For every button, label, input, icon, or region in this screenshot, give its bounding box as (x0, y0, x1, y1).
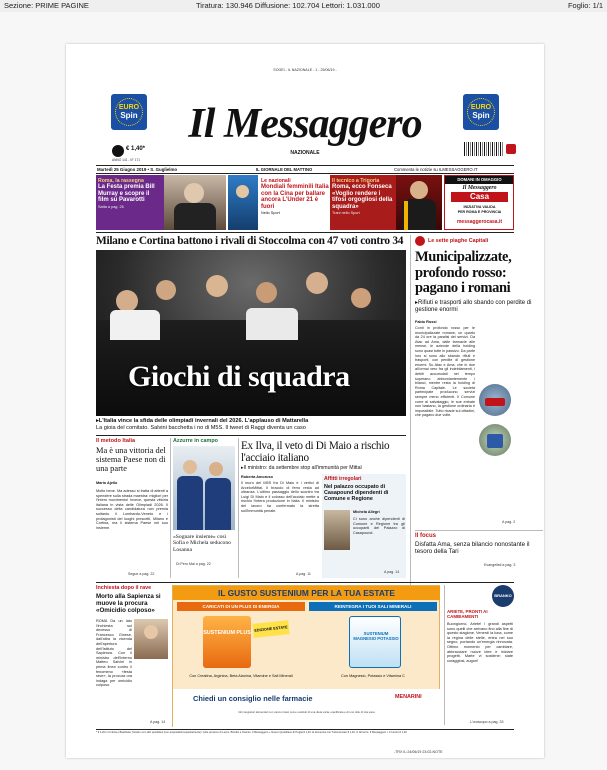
price-note: ANNO 141 - N° 171 (112, 158, 141, 162)
ilva-headline[interactable]: Ex Ilva, il veto di Di Maio a rischio l'acciaio italiano (241, 440, 390, 464)
inchiesta-page-ref[interactable]: A pag. 14 (150, 720, 166, 724)
sheet-label: Foglio: 1/1 (567, 1, 603, 10)
lead-photo-title: Giochi di squadra (128, 360, 350, 393)
focus-kicker: Il focus (415, 533, 437, 539)
masthead-title: Il Messaggero (188, 101, 422, 147)
metodo-headline[interactable]: Ma è una vittoria del sistema Paese non di una parte (96, 446, 166, 474)
euro-spin-badge-right: EURO Spin (463, 94, 499, 130)
inchiesta-photo (134, 619, 168, 659)
lead-caption-1: ▸L'Italia vince la sfida delle olimpiadi invernali del 2026. L'applauso di Mattarella (96, 418, 309, 424)
ilva-page-ref[interactable]: A pag. 11 (296, 572, 311, 576)
capitali-icon (415, 236, 425, 246)
right-photo-waste (479, 424, 511, 456)
teaser-nazionali[interactable]: Le nazionali Mondiali femminili Italia con la Cina per ballare ancora L'Under 21 è fuori Nello Sport (228, 175, 330, 230)
sustenium-magnesio-box: SUSTENIUM MAGNESIO POTASSIO (349, 616, 401, 668)
inchiesta-body: ROMA Da un lato l'inchiesta sul decesso di Francesco Ginese, dall'altra la vicenda dell'apertura dell'Istituto del Sapienza. Con il ministro dell'Interno Matteo Salvini in prima linea contro il fenomeno «festa rave», la procura ora indaga per omicidio colposo. (96, 619, 132, 688)
nazionali-photo (228, 175, 258, 230)
right-deck: ▸Rifiuti e trasporti allo sbando con perdite di gestione enormi (415, 300, 532, 313)
footer-legal: * € 1,20 in Umbria e Basilicata, Tandem con altri quotidiani (non acquistabili separatamente): nelle province di Lecce, Brindisi e Taranto, Il Messaggero + Nuovo Quotidiano di Puglia € 1,20; la domenica con Tuttomercato € 1,40; in Abruzzo, Il Messaggero + Il Centro € 1,20 (96, 731, 407, 734)
teaser-fonseca[interactable]: Il tecnico a Trigoria Roma, ecco Fonseca «Voglio rendere i tifosi orgogliosi della squadra» Trani nello Sport (330, 175, 442, 230)
date-line: Martedì 25 Giugno 2019 • S. Guglielmo (97, 167, 178, 172)
affitti-photo (324, 510, 350, 550)
newspaper-page (66, 44, 544, 758)
affitti-page-ref[interactable]: A pag. 14 (384, 570, 400, 574)
ad-messaggero-casa[interactable]: DOMANI IN OMAGGIO Il Messaggero Casa INIZIATIVA VALIDA PER ROMA E PROVINCIA messaggerocasa.it (444, 175, 514, 230)
ilva-body: Il muro del M5S fra Di Maio e i vertici di ArcelorMittal. Il braccio di ferro resta ad oltranza. L'ultimo passaggio dello scontro tra Luigi Di Maio e il colosso dell'acciaio mette a rischio l'intera produzione in Italia. Il ministro del lavoro ha confermato la stretta sull'immunità penale. (241, 481, 319, 513)
metodo-page-ref[interactable]: Segue a pag. 22 (128, 572, 155, 576)
euro-spin-badge-left: EURO Spin (111, 94, 147, 130)
azzurre-kicker: Azzurre in campo (173, 438, 218, 444)
azzurre-photo (173, 446, 235, 530)
ilva-byline: Roberta Amoruso (241, 475, 273, 479)
focus-byline: Evangelisti a pag. 3 (484, 563, 516, 567)
metodo-body: Molto bene. Ma adesso si tratta di attenti a spendere sulla strada maestra: migliori per l'intero movimento! Invece, questa vittoria italiana in vista delle Olimpiadi 2026. Il successo della candidatura non premia soltanto il Lombardo-Veneto e i protagonisti dei luoghi prescelti, Milano e Cortina, ma il sistema Paese nel suo insieme. (96, 489, 168, 530)
affitti-kicker: Affitti irregolari (324, 476, 362, 482)
branko-icon: BRANKO (492, 585, 514, 607)
commenti-link[interactable]: Commenta le notizie su ILMESSAGGERO.IT (394, 167, 478, 172)
right-photo-bus (479, 384, 511, 416)
paper-logo-icon (112, 145, 124, 157)
circulation-label: Tiratura: 130.946 Diffusione: 102.704 Lettori: 1.031.000 (196, 1, 380, 10)
right-kicker: Le sette piaghe Capitali (428, 238, 489, 244)
qr-badge-icon (506, 144, 516, 154)
fonseca-photo (396, 175, 442, 230)
lead-strap: Milano e Cortina battono i rivali di Stoccolma con 47 voti contro 34 (96, 235, 404, 247)
lead-caption-2: La gioia del comitato. Salvini bacchetta i no di M5S. Il tweet di Raggi diventa un caso (96, 425, 306, 431)
ad-sustenium[interactable]: IL GUSTO SUSTENIUM PER LA TUA ESTATE CARICATI DI UN PLUS DI ENERGIA REINTEGRA I TUOI SALI MINERALI SUSTENIUM PLUS EDIZIONE ESTATE SUSTENIUM MAGNESIO POTASSIO Con Creatina, Arginina, Beta Alanina, Vitamine e Sali Minerali Con Magnesio, Potassio e Vitamina C Chiedi un consiglio nelle farmacie MENARINI Gli integratori alimentari non vanno intesi come sostituti di una dieta varia, equilibrata e di uno stile di vita sano. (172, 585, 440, 727)
right-body: Conti in profondo rosso per le municipalizzate romane, un quarto da 24 ore la paralisi dei servizi. Da Atac ad Ama, dalle farmacie alle mense, le aziende della holding sono quasi tutte in passivo. Da parte loro si sono allo sbando rifiuti e trasporti, con perdite di gestione enormi. Su Atac e Ama, che in due all'ormai vero fra gli indebitamenti, i debiti accumulati nel tempo superano abbondantemente i bilanci, mentre resta la holding di Roma Capitale. Le società partecipate producono servizi sempre meno efficienti. Il Comune corre al salvataggio, le sue entrate non bastano, la gestione ordinaria è impossibile. Tutto ricade sui cittadini, che pagano due volte. (415, 326, 475, 418)
oroscopo-body: Buongiorno, Ariete! I grandi aspetti sono quelli che arrivano fino alla fine di questo stagione. Venerdì la luna, come la regina delle stelle, entra nel suo segno, portando un'energia rinnovata. Ottimo momento per cambiare, abbracciare nuove idee e iniziare progetti. Marte vi sostiene: siate coraggiosi, auguri! (447, 622, 513, 663)
metodo-byline: Mario Ajello (96, 481, 118, 485)
right-page-ref[interactable]: A pag. 2 (502, 520, 516, 524)
ilva-deck: ▸Il ministro: da settembre stop all'immunità per Mittal (241, 465, 362, 471)
edition-label: NAZIONALE (290, 150, 320, 156)
issn-line: SOGEI - IL NAZIONALE - 1 - 25/06/19 - (273, 68, 337, 72)
press-topbar (0, 0, 607, 12)
section-label: Sezione: PRIME PAGINE (4, 1, 89, 10)
oroscopo-page-ref[interactable]: L'oroscopo a pag. 33 (470, 720, 504, 724)
azzurre-caption[interactable]: «Sognare insieme» così Sofia e Michela seducono Losanna (173, 534, 231, 553)
inchiesta-kicker: Inchiesta dopo il rave (96, 585, 152, 591)
inchiesta-headline[interactable]: Morto alla Sapienza si muove la procura «Omicidio colposo» (96, 593, 161, 615)
right-headline[interactable]: Municipalizzate, profondo rosso: pagano i romani (415, 249, 512, 296)
oroscopo-kicker: ARIETE, PRONTI AI CAMBIAMENTI (447, 609, 488, 620)
focus-headline[interactable]: Disfatta Ama, senza bilancio nonostante il tesoro della Tari (415, 541, 530, 556)
sustenium-plus-box: SUSTENIUM PLUS (203, 616, 251, 668)
bill-murray-photo (164, 175, 226, 230)
footer-stamp: -TRX IL:24/06/19 23:02-NOTE (394, 750, 443, 754)
estate-badge: EDIZIONE ESTATE (252, 620, 289, 638)
metodo-kicker: Il metodo Italia (96, 438, 136, 444)
right-byline: Fabio Rossi (415, 320, 437, 324)
lead-photo-olympics (96, 250, 406, 416)
affitti-headline[interactable]: Nel palazzo occupato di Casapound dipendenti di Comune e Regione (324, 484, 389, 503)
barcode-icon (464, 142, 504, 156)
affitti-byline: Michela Allegri (353, 510, 380, 514)
azzurre-byline: Di Pero Mai a pag. 22 (176, 562, 211, 566)
affitti-body: Ci sono anche dipendenti di Comune e Regione tra gli occupanti del Palazzo di Casapound. (353, 517, 405, 535)
tagline: IL GIORNALE DEL MATTINO (256, 167, 313, 172)
price-label: € 1,40* (126, 146, 146, 152)
teaser-festa[interactable]: Roma, la rassegna La Festa premia Bill Murray e scopre il film su Pavarotti Satta a pag. 26 (96, 175, 226, 230)
